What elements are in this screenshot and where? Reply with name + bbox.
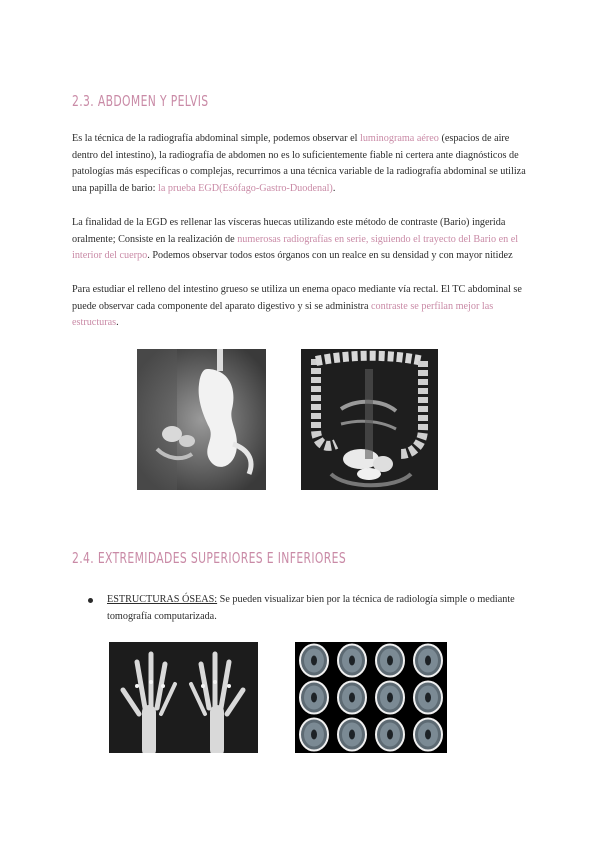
ct-slice — [300, 682, 328, 714]
ct-slice — [414, 719, 442, 751]
hands-xray-image — [109, 642, 258, 753]
ct-slice — [414, 682, 442, 714]
text-span: Se pueden visualizar bien por la técnica de radiología simple o mediante tomografía computarizada. — [107, 594, 515, 622]
section-heading-abdomen: 2.3. ABDOMEN Y PELVIS — [72, 92, 209, 110]
ct-slice — [414, 645, 442, 677]
highlight-luminograma: luminograma aéreo — [359, 133, 439, 144]
bullet-item-estructuras-oseas — [88, 592, 528, 632]
text-span: Para estudiar el relleno del intestino grueso se utiliza un enema opaco mediante vía rectal. El TC abdominal se puede observar cada componente del aparato digestivo y si se administra — [72, 284, 522, 312]
ct-slice — [338, 682, 366, 714]
text-span: . Podemos observar todos estos órganos con un realce en su densidad y con mayor nitidez — [147, 250, 513, 262]
ct-slice — [376, 645, 404, 677]
text-span: Es la técnica de la radiografía abdominal simple, podemos observar el — [72, 133, 360, 144]
text-span: La finalidad de la EGD es rellenar las vísceras huecas utilizando este método de contraste (Bario) ingerida oralmente; Consiste en la realización de — [72, 217, 506, 245]
ct-slice — [338, 645, 366, 677]
highlight-contraste: contraste se perfilan mejor las estructuras — [72, 300, 494, 329]
paragraph-abdomen-1 — [72, 131, 528, 197]
ct-slice — [300, 645, 328, 677]
paragraph-abdomen-2 — [72, 215, 528, 265]
highlight-egd: la prueba EGD(Esófago-Gastro-Duodenal) — [158, 182, 333, 194]
ct-slice — [376, 719, 404, 751]
bullet-dot — [88, 598, 93, 603]
section-heading-extremidades: 2.4. EXTREMIDADES SUPERIORES E INFERIORES — [72, 549, 347, 567]
bullet-text — [107, 592, 529, 625]
text-span: . — [116, 317, 119, 329]
egd-xray-image — [137, 349, 266, 490]
ct-slice — [376, 682, 404, 714]
ct-slice — [338, 719, 366, 751]
bullet-label: ESTRUCTURAS ÓSEAS: — [107, 594, 218, 605]
text-span: (espacios de aire dentro del intestino), la radiografía de abdomen no es lo suficientemente fiable ni certera ante diagnósticos de patologías más específicas o complejas, recurrimos a una técnica variable de la radiografía abdominal se utiliza una papilla de bario: — [72, 133, 526, 194]
abdominal-contrast-xray-image — [301, 349, 438, 490]
highlight-radiografias: numerosas radiografías en serie, siguiendo el trayecto del Bario en el interior del cuerpo — [72, 233, 519, 262]
text-span: . — [332, 182, 336, 194]
paragraph-abdomen-3 — [72, 282, 528, 332]
head-ct-grid-image — [295, 642, 447, 753]
ct-slice — [300, 719, 328, 751]
